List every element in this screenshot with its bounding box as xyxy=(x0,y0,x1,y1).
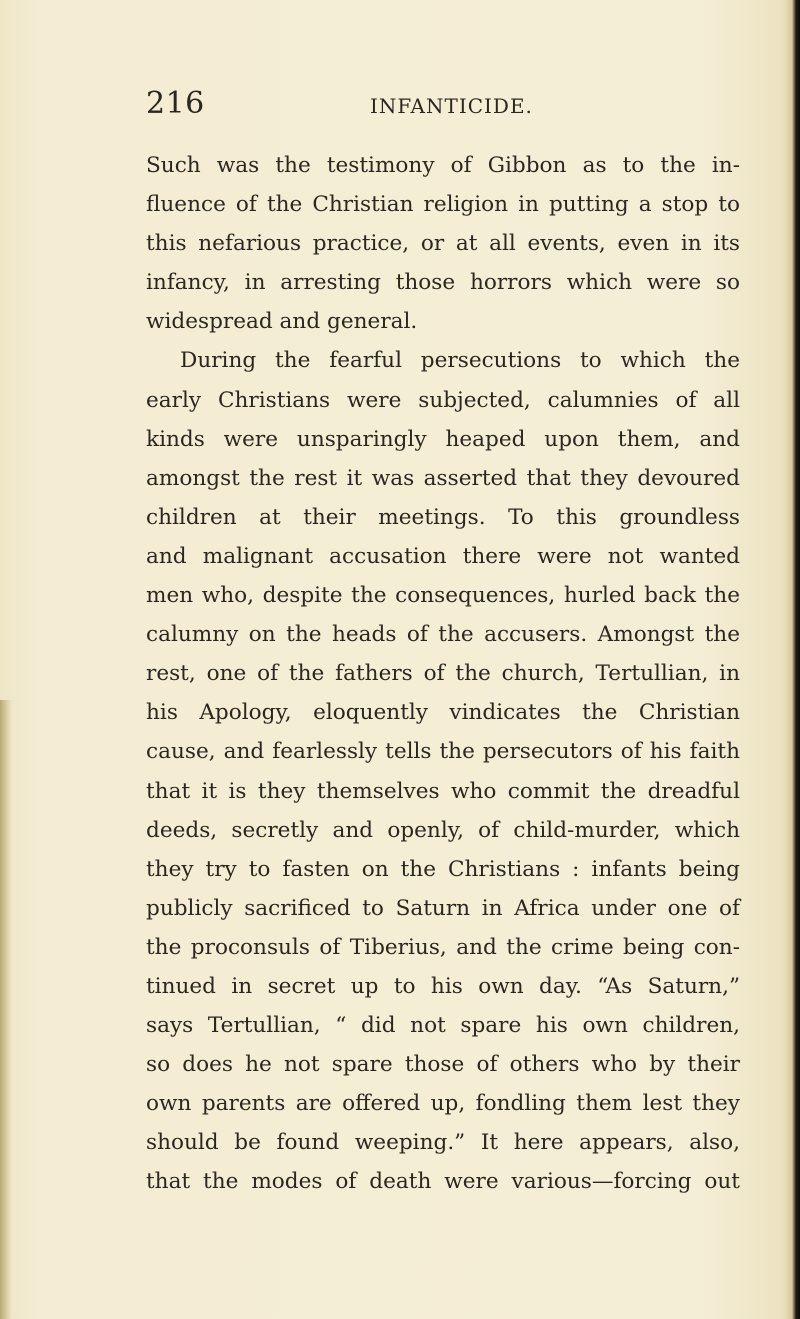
body-text xyxy=(146,146,740,1202)
text-line: amongst the rest it was asserted that they devoured xyxy=(146,465,740,491)
text-line: calumny on the heads of the accusers. Amongst the xyxy=(146,622,740,648)
text-line: infancy, in arresting those horrors which were so xyxy=(146,270,740,296)
text-line: should be found weeping.” It here appears, also, xyxy=(146,1130,740,1156)
text-line: the proconsuls of Tiberius, and the crime being con- xyxy=(146,934,740,960)
text-line: that it is they themselves who commit the dreadful xyxy=(146,778,740,804)
page-header xyxy=(146,86,746,126)
text-line: children at their meetings. To this groundless xyxy=(146,504,740,530)
text-line: his Apology, eloquently vindicates the Christian xyxy=(146,700,740,726)
running-head: INFANTICIDE. xyxy=(370,94,533,118)
text-line: rest, one of the fathers of the church, Tertullian, in xyxy=(146,661,740,687)
page-number: 216 xyxy=(146,86,205,121)
text-line: so does he not spare those of others who by their xyxy=(146,1052,740,1078)
text-line: they try to fasten on the Christians : infants being xyxy=(146,856,740,882)
text-line: deeds, secretly and openly, of child-murder, which xyxy=(146,817,740,843)
text-line: kinds were unsparingly heaped upon them, and xyxy=(146,426,740,452)
text-line: publicly sacrificed to Saturn in Africa under one of xyxy=(146,895,740,921)
text-line: During the fearful persecutions to which the xyxy=(180,348,740,374)
text-line: Such was the testimony of Gibbon as to the in- xyxy=(146,153,740,178)
page-left-edge-shadow xyxy=(0,700,12,1319)
text-line: men who, despite the consequences, hurled back the xyxy=(146,583,740,609)
text-line: cause, and fearlessly tells the persecutors of his faith xyxy=(146,739,740,765)
text-line: that the modes of death were various—forcing out xyxy=(146,1169,740,1195)
text-line: this nefarious practice, or at all events, even in its xyxy=(146,231,740,257)
page-right-edge-shadow xyxy=(786,0,800,1319)
text-line: and malignant accusation there were not wanted xyxy=(146,543,740,569)
text-line: own parents are offered up, fondling them lest they xyxy=(146,1091,740,1117)
text-line: says Tertullian, “ did not spare his own children, xyxy=(146,1013,740,1039)
text-line: tinued in secret up to his own day. “As Saturn,” xyxy=(146,973,740,999)
text-line: fluence of the Christian religion in putting a stop to xyxy=(146,192,740,218)
text-line: early Christians were subjected, calumnies of all xyxy=(146,387,740,413)
text-line: widespread and general. xyxy=(146,309,418,335)
